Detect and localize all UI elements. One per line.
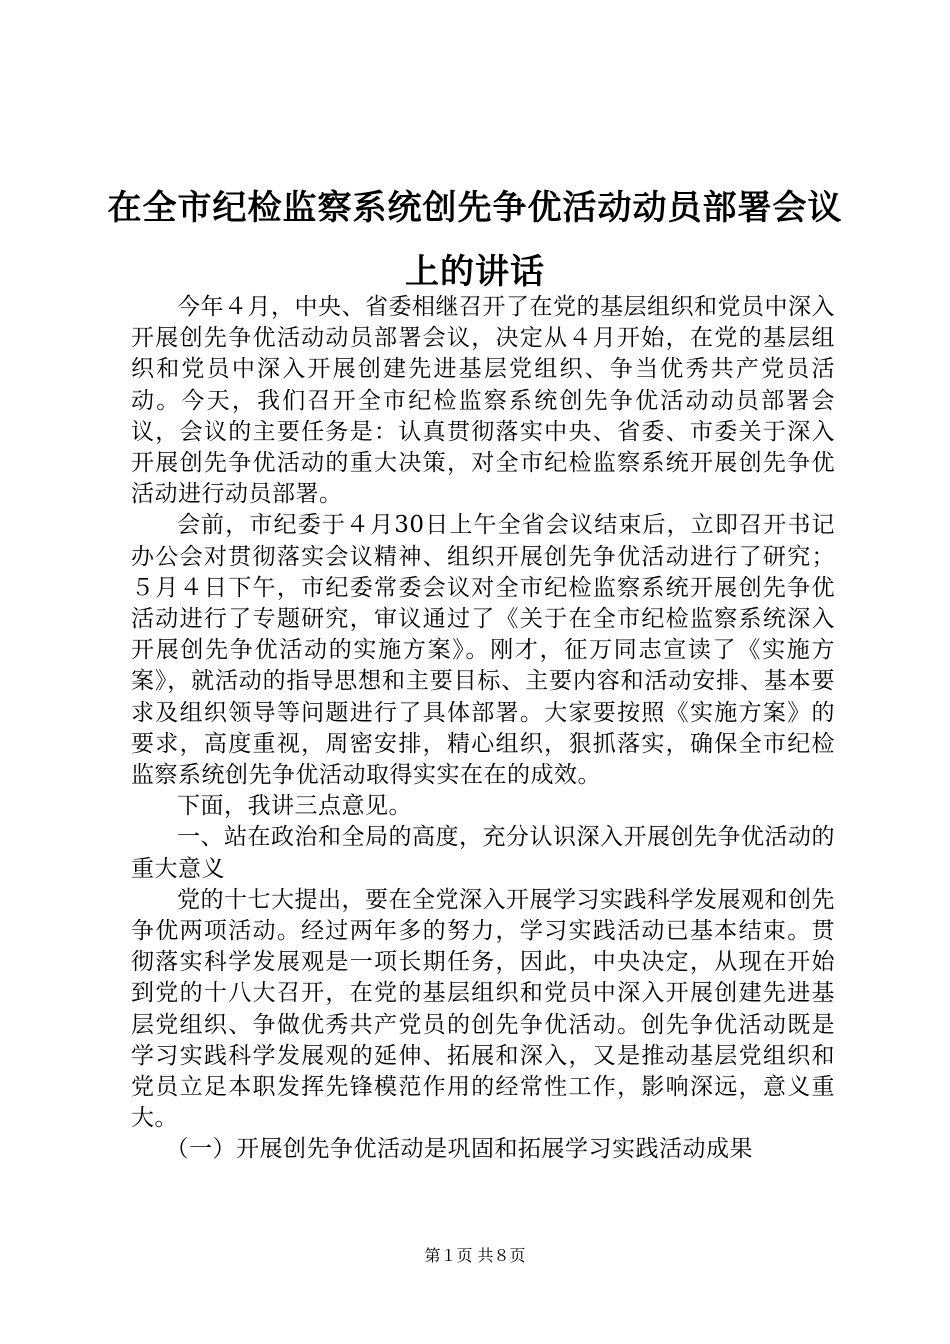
paragraph-2: 会前，市纪委于４月30日上午全省会议结束后，立即召开书记办公会对贯彻落实会议精神、组织开展创先争优活动进行了研究；５月４日下午，市纪委常委会议对全市纪检监察系统开展创先争优活动进行了专题研究，审议通过了《关于在全市纪检监察系统深入开展创先争优活动的实施方案》。刚才，征万同志宣读了《实施方案》，就活动的指导思想和主要目标、主要内容和活动安排、基本要求及组织领导等问题进行了具体部署。大家要按照《实施方案》的要求，高度重视，周密安排，精心组织，狠抓落实，确保全市纪检监察系统创先争优活动取得实实在在的成效。 [131, 512, 835, 789]
subsection-heading-1: （一）开展创先争优活动是巩固和拓展学习实践活动成果 [165, 1136, 753, 1163]
paragraph-3: 下面，我讲三点意见。 [177, 793, 412, 820]
section-heading-1: 一、站在政治和全局的高度，充分认识深入开展创先争优活动的重大意义 [131, 824, 835, 882]
page-number: 第１页 共８页 [424, 1246, 526, 1265]
paragraph-1: 今年４月，中央、省委相继召开了在党的基层组织和党员中深入开展创先争优活动动员部署会议，决定从４月开始，在党的基层组织和党员中深入开展创建先进基层党组织、争当优秀共产党员活动。今天，我们召开全市纪检监察系统创先争优活动动员部署会议，会议的主要任务是：认真贯彻落实中央、省委、市委关于深入开展创先争优活动的重大决策，对全市纪检监察系统开展创先争优活动进行动员部署。 [131, 294, 835, 508]
document-body [131, 292, 835, 1166]
document-title: 在全市纪检监察系统创先争优活动动员部署会议上的讲话 [107, 188, 843, 292]
paragraph-4: 党的十七大提出，要在全党深入开展学习实践科学发展观和创先争优两项活动。经过两年多的努力，学习实践活动已基本结束。贯彻落实科学发展观是一项长期任务，因此，中央决定，从现在开始到党的十八大召开，在党的基层组织和党员中深入开展创建先进基层党组织、争做优秀共产党员的创先争优活动。创先争优活动既是学习实践科学发展观的延伸、拓展和深入，又是推动基层党组织和党员立足本职发挥先锋模范作用的经常性工作，影响深远，意义重大。 [131, 886, 835, 1132]
